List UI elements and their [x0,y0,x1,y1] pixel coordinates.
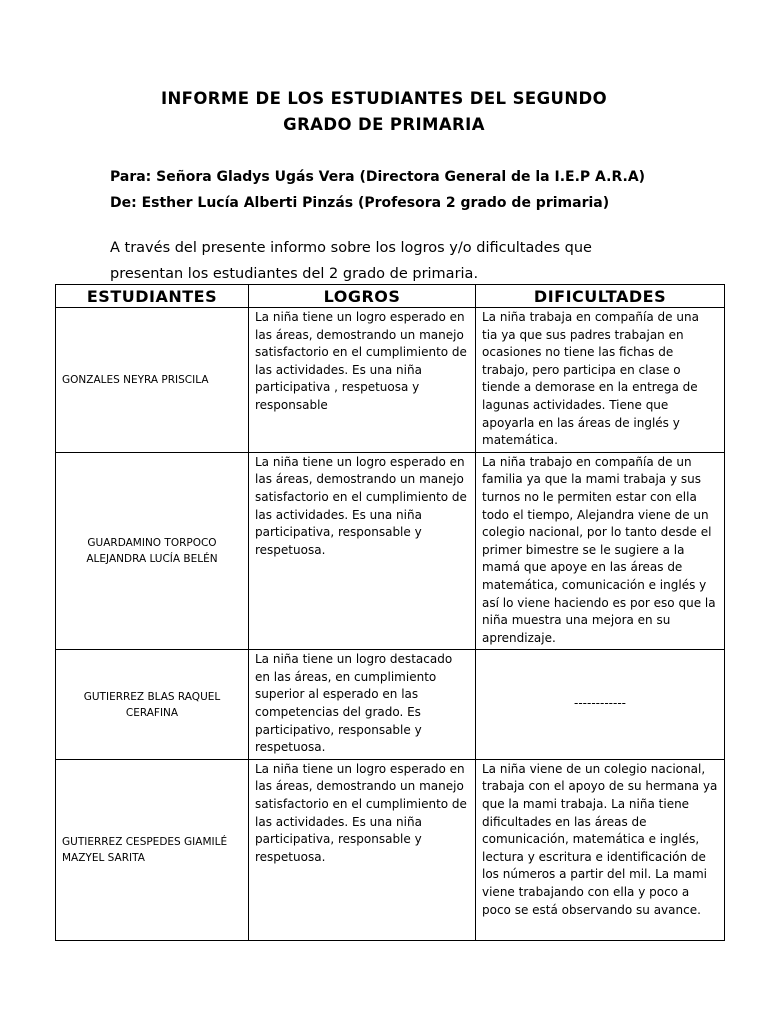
intro-paragraph [110,235,670,287]
student-name-cell: GUARDAMINO TORPOCO ALEJANDRA LUCÍA BELÉN [56,452,249,650]
memo-header [110,164,645,216]
intro-line-1: A través del presente informo sobre los logros y/o dificultades que [110,240,592,256]
report-title [60,86,708,138]
logros-cell: La niña tiene un logro esperado en las áreas, demostrando un manejo satisfactorio en el cumplimiento de las actividades. Es una niña participativa, responsable y respetuosa. [249,759,476,940]
memo-para-line: Para: Señora Gladys Ugás Vera (Directora General de la I.E.P A.R.A) [110,169,646,185]
memo-de-line: De: Esther Lucía Alberti Pinzás (Profesora 2 grado de primaria) [110,195,610,211]
logros-cell: La niña tiene un logro destacado en las áreas, en cumplimiento superior al esperado en las competencias del grado. Es participativo, responsable y respetuosa. [249,650,476,760]
column-header-dificultades: DIFICULTADES [476,285,725,308]
table-row [56,759,725,940]
student-name-cell: GONZALES NEYRA PRISCILA [56,308,249,453]
student-name-cell: GUTIERREZ BLAS RAQUEL CERAFINA [56,650,249,760]
report-title-line-1: INFORME DE LOS ESTUDIANTES DEL SEGUNDO [160,89,608,108]
table-row [56,452,725,650]
table-header-row [56,285,725,308]
dificultades-cell: La niña trabajo en compañía de un familia ya que la mami trabaja y sus turnos no le permiten estar con ella todo el tiempo, Alejandra viene de un colegio nacional, por lo tanto desde el primer bimestre se le sugiere a la mamá que apoye en las áreas de matemática, comunicación e inglés y así lo viene haciendo es por eso que la niña muestra una mejora en su aprendizaje. [476,452,725,650]
logros-cell: La niña tiene un logro esperado en las áreas, demostrando un manejo satisfactorio en el cumplimiento de las actividades. Es una niña participativa , respetuosa y responsable [249,308,476,453]
dificultades-cell: La niña trabaja en compañía de una tia ya que sus padres trabajan en ocasiones no tiene las fichas de trabajo, pero participa en clase o tiende a demorase en la entrega de lagunas actividades. Tiene que apoyarla en las áreas de inglés y matemática. [476,308,725,453]
dificultades-cell: La niña viene de un colegio nacional, trabaja con el apoyo de su hermana ya que la mami trabaja. La niña tiene dificultades en las áreas de comunicación, matemática e inglés, lectura y escritura e identificación de los números a partir del mil. La mami viene trabajando con ella y poco a poco se está observando su avance. [476,759,725,940]
column-header-logros: LOGROS [249,285,476,308]
column-header-estudiantes: ESTUDIANTES [56,285,249,308]
students-report-table [55,284,725,941]
intro-line-2: presentan los estudiantes del 2 grado de primaria. [110,266,479,282]
student-name-cell: GUTIERREZ CESPEDES GIAMILÉ MAZYEL SARITA [56,759,249,940]
table-row [56,308,725,453]
table-row [56,650,725,760]
logros-cell: La niña tiene un logro esperado en las áreas, demostrando un manejo satisfactorio en el cumplimiento de las actividades. Es una niña participativa, responsable y respetuosa. [249,452,476,650]
dificultades-cell: ------------ [476,650,725,760]
report-title-line-2: GRADO DE PRIMARIA [283,115,485,134]
